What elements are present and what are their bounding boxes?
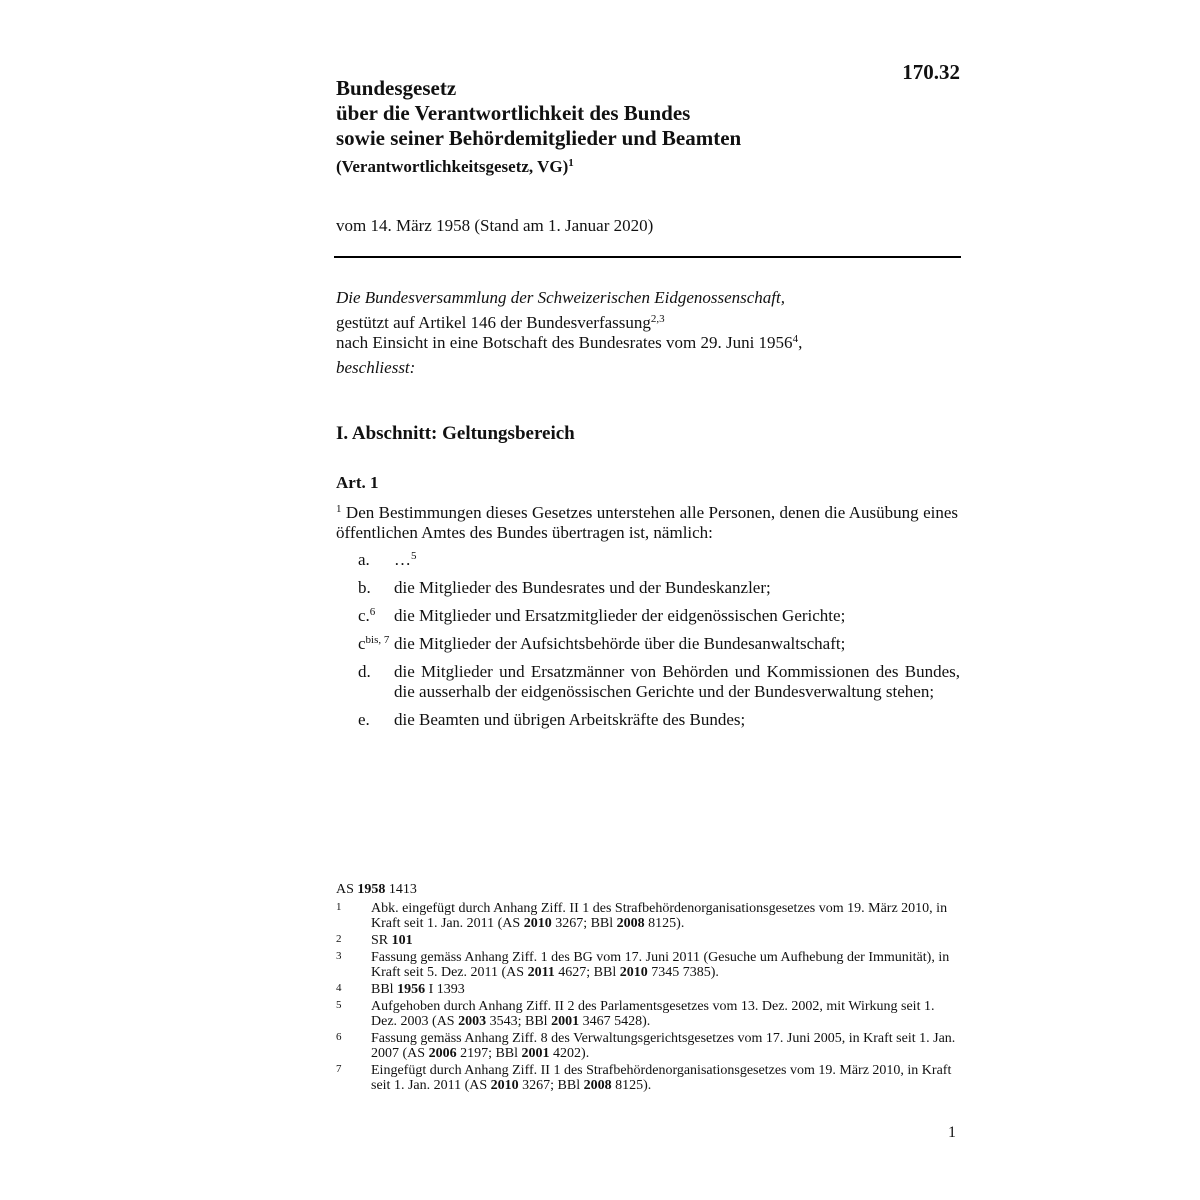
footnote-ref[interactable]: 2,3 — [650, 313, 665, 325]
item-text: die Mitglieder der Aufsichtsbehörde über die Bundesanwaltschaft; — [394, 634, 846, 653]
footnote-text: BBl 1956 I 1393 — [371, 982, 465, 997]
item-letter: d. — [358, 662, 371, 681]
short-title: (Verantwortlichkeitsgesetz, VG)$^1$ — [336, 157, 574, 176]
sr-number: 170.32 — [902, 60, 960, 84]
footnote-ref[interactable]: 5 — [411, 550, 417, 562]
list-item — [336, 710, 960, 730]
title-line: Bundesgesetz — [336, 76, 457, 100]
footnote-number: 3 — [336, 950, 342, 962]
page-number: 1 — [948, 1124, 956, 1141]
footnote-ref[interactable]: 1 — [568, 157, 574, 169]
footnote — [336, 999, 960, 1029]
footnote — [336, 982, 960, 997]
list-item — [336, 634, 960, 654]
paragraph-number: 1 — [336, 503, 342, 515]
list-item — [336, 578, 960, 598]
footnote-ref[interactable]: bis, 7 — [365, 634, 390, 646]
footnote — [336, 901, 960, 931]
document-title — [336, 76, 876, 178]
article-heading: Art. 1 — [336, 473, 379, 492]
footnote-number: 1 — [336, 901, 342, 913]
footnote-ref[interactable]: 6 — [369, 606, 376, 618]
preamble-decides: beschliesst: — [336, 358, 416, 377]
date-line: vom 14. März 1958 (Stand am 1. Januar 2020) — [336, 216, 654, 235]
preamble-message: nach Einsicht in eine Botschaft des Bundesrates vom 29. Juni 1956$^4$, — [336, 333, 803, 352]
list-item — [336, 550, 960, 570]
footnote-text: Fassung gemäss Anhang Ziff. 1 des BG vom 17. Juni 2011 (Gesuche um Aufhebung der Immunität), in Kraft seit 5. Dez. 2011 (AS 2011 4627; BBl 2010 7345 7385). — [371, 950, 950, 980]
as-reference: AS 1958 1413 — [336, 882, 417, 897]
title-line: sowie seiner Behördemitglieder und Beamten — [336, 126, 742, 150]
item-text: die Mitglieder des Bundesrates und der Bundeskanzler; — [394, 578, 771, 597]
footnote-number: 5 — [336, 999, 342, 1011]
item-letter: b. — [358, 578, 371, 597]
footnotes — [336, 901, 960, 1095]
footnote-text: Aufgehoben durch Anhang Ziff. II 2 des Parlamentsgesetzes vom 13. Dez. 2002, mit Wirkung seit 1. Dez. 2003 (AS 2003 3543; BBl 2001 3467 5428). — [371, 999, 935, 1029]
item-list — [336, 550, 960, 738]
list-item — [336, 606, 960, 626]
footnote-ref[interactable]: 4 — [792, 333, 799, 345]
article-paragraph: $^1$ Den Bestimmungen dieses Gesetzes unterstehen alle Personen, denen die Ausübung eines öffentlichen Amtes des Bundes übertragen ist, nämlich: — [336, 503, 959, 542]
footnote-number: 7 — [336, 1063, 342, 1075]
footnote-text: SR 101 — [371, 933, 413, 948]
item-text: die Mitglieder und Ersatzmänner von Behörden und Kommissionen des Bundes, die ausserhalb der eidgenössischen Gerichte und der Bundesverwaltung stehen; — [394, 662, 960, 701]
item-letter: c.$^6$ — [358, 606, 376, 625]
item-letter: e. — [358, 710, 370, 729]
preamble-assembly: Die Bundesversammlung der Schweizerischen Eidgenossenschaft, — [336, 288, 785, 307]
divider — [334, 256, 961, 258]
footnote — [336, 950, 960, 980]
title-line: über die Verantwortlichkeit des Bundes — [336, 101, 691, 125]
section-heading: I. Abschnitt: Geltungsbereich — [336, 423, 575, 444]
item-letter: a. — [358, 550, 370, 569]
preamble-basis: gestützt auf Artikel 146 der Bundesverfassung$^{2,3}$ — [336, 313, 665, 332]
footnote — [336, 933, 960, 948]
list-item — [336, 662, 960, 702]
preamble — [336, 288, 960, 378]
item-letter: $c^{bis, 7}$ — [358, 634, 390, 653]
footnote-text: Fassung gemäss Anhang Ziff. 8 des Verwaltungsgerichtsgesetzes vom 17. Juni 2005, in Kraft seit 1. Jan. 2007 (AS 2006 2197; BBl 2001 4202). — [371, 1031, 956, 1061]
item-text: die Beamten und übrigen Arbeitskräfte des Bundes; — [394, 710, 746, 729]
footnote — [336, 1031, 960, 1061]
item-text: …$^5$ — [394, 550, 417, 569]
footnote-number: 4 — [336, 982, 342, 994]
footnote-number: 2 — [336, 933, 342, 945]
item-text: die Mitglieder und Ersatzmitglieder der eidgenössischen Gerichte; — [394, 606, 846, 625]
footnote — [336, 1063, 960, 1093]
footnote-text: Abk. eingefügt durch Anhang Ziff. II 1 des Strafbehördenorganisationsgesetzes vom 19. März 2010, in Kraft seit 1. Jan. 2011 (AS 2010 3267; BBl 2008 8125). — [371, 901, 948, 931]
footnote-text: Eingefügt durch Anhang Ziff. II 1 des Strafbehördenorganisationsgesetzes vom 19. März 2010, in Kraft seit 1. Jan. 2011 (AS 2010 3267; BBl 2008 8125). — [371, 1063, 952, 1093]
footnote-number: 6 — [336, 1031, 342, 1043]
